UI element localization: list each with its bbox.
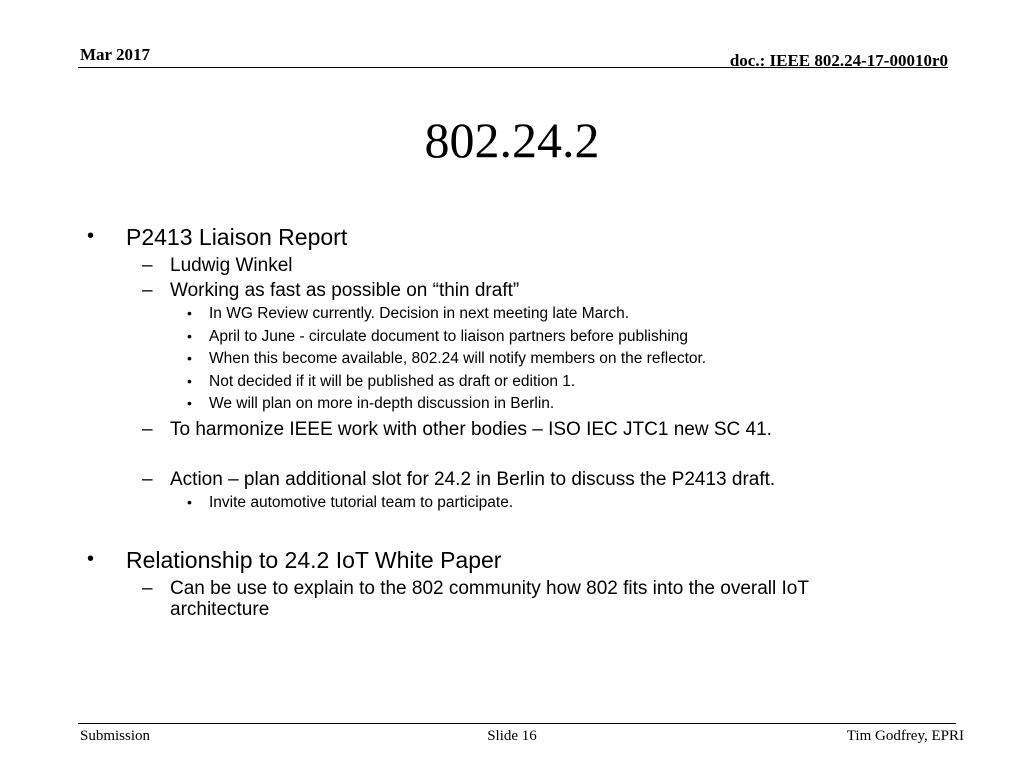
dash-marker: – xyxy=(142,419,153,440)
bullet-p2413-liaison: P2413 Liaison Report xyxy=(126,224,348,250)
bullet-marker: • xyxy=(87,225,95,247)
header-doc-id: doc.: IEEE 802.24-17-00010r0 xyxy=(729,51,948,70)
footer-slide-number: Slide 16 xyxy=(487,728,537,744)
point-wg-review: In WG Review currently. Decision in next meeting late March. xyxy=(209,305,630,322)
dash-marker: – xyxy=(142,578,153,599)
header-rule xyxy=(78,67,948,68)
footer-rule xyxy=(78,723,956,724)
bullet-marker: • xyxy=(87,548,95,570)
slide-title: 802.24.2 xyxy=(424,112,600,168)
header-date: Mar 2017 xyxy=(80,45,151,64)
footer-submission: Submission xyxy=(80,728,151,744)
point-not-decided: Not decided if it will be published as draft or edition 1. xyxy=(209,373,576,390)
dash-marker: – xyxy=(142,255,153,276)
dash-marker: – xyxy=(142,280,153,301)
bullet-marker: • xyxy=(187,305,192,321)
point-notify-reflector: When this become available, 802.24 will notify members on the reflector. xyxy=(209,350,707,367)
bullet-marker: • xyxy=(187,395,192,411)
sub-harmonize-ieee: To harmonize IEEE work with other bodies – ISO IEC JTC1 new SC 41. xyxy=(170,419,772,440)
bullet-marker: • xyxy=(187,350,192,366)
bullet-marker: • xyxy=(187,328,192,344)
sub-802-community-line1: Can be use to explain to the 802 community how 802 fits into the overall IoT xyxy=(170,578,809,599)
dash-marker: – xyxy=(142,469,153,490)
sub-ludwig-winkel: Ludwig Winkel xyxy=(170,255,293,276)
point-automotive-team: Invite automotive tutorial team to participate. xyxy=(209,494,514,511)
bullet-marker: • xyxy=(187,373,192,389)
sub-802-community-line2: architecture xyxy=(170,599,270,620)
footer-author: Tim Godfrey, EPRI xyxy=(846,728,964,744)
point-april-june: April to June - circulate document to liaison partners before publishing xyxy=(209,328,689,345)
sub-action-berlin-slot: Action – plan additional slot for 24.2 in Berlin to discuss the P2413 draft. xyxy=(170,469,776,490)
bullet-iot-white-paper: Relationship to 24.2 IoT White Paper xyxy=(126,547,502,573)
point-berlin-discussion: We will plan on more in-depth discussion in Berlin. xyxy=(209,395,555,412)
bullet-marker: • xyxy=(187,494,192,510)
sub-thin-draft: Working as fast as possible on “thin draft” xyxy=(170,280,520,301)
